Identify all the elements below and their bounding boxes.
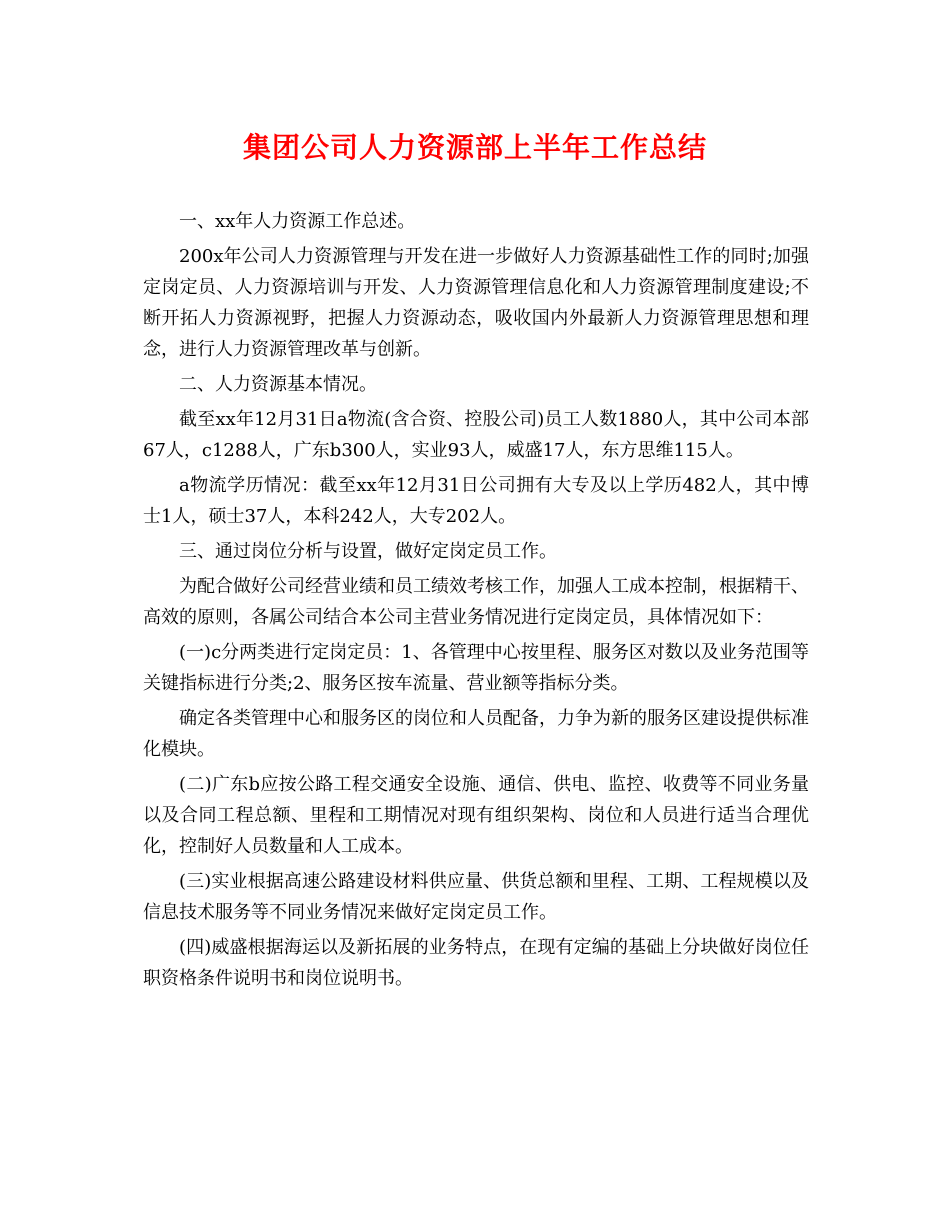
document-title: 集团公司人力资源部上半年工作总结 [242,131,707,164]
paragraph: 为配合做好公司经营业绩和员工绩效考核工作，加强人工成本控制，根据精干、高效的原则，各属公司结合本公司主营业务情况进行定岗定员，具体情况如下： [143,576,809,628]
paragraph: (三)实业根据高速公路建设材料供应量、供货总额和里程、工期、工程规模以及信息技术服务等不同业务情况来做好定岗定员工作。 [143,871,809,923]
section-heading-2: 二、人力资源基本情况。 [179,374,377,395]
paragraph: (一)c分两类进行定岗定员：1、各管理中心按里程、服务区对数以及业务范围等关键指标进行分类;2、服务区按车流量、营业额等指标分类。 [143,642,809,694]
paragraph: 确定各类管理中心和服务区的岗位和人员配备，力争为新的服务区建设提供标准化模块。 [143,708,809,760]
paragraph: (二)广东b应按公路工程交通安全设施、通信、供电、监控、收费等不同业务量以及合同工程总额、里程和工期情况对现有组织架构、岗位和人员进行适当合理优化，控制好人员数量和人工成本。 [143,774,809,857]
section-heading-3: 三、通过岗位分析与设置，做好定岗定员工作。 [179,541,557,562]
document-body [143,206,809,998]
paragraph: 截至xx年12月31日a物流(含合资、控股公司)员工人数1880人，其中公司本部67人，c1288人，广东b300人，实业93人，威盛17人，东方思维115人。 [143,409,809,461]
paragraph: 200x年公司人力资源管理与开发在进一步做好人力资源基础性工作的同时;加强定岗定员、人力资源培训与开发、人力资源管理信息化和人力资源管理制度建设;不断开拓人力资源视野，把握人力资源动态，吸收国内外最新人力资源管理思想和理念，进行人力资源管理改革与创新。 [143,246,809,360]
paragraph: (四)威盛根据海运以及新拓展的业务特点，在现有定编的基础上分块做好岗位任职资格条件说明书和岗位说明书。 [143,937,809,989]
paragraph: a物流学历情况：截至xx年12月31日公司拥有大专及以上学历482人，其中博士1人，硕士37人，本科242人，大专202人。 [143,475,809,527]
section-heading-1: 一、xx年人力资源工作总述。 [179,211,416,232]
